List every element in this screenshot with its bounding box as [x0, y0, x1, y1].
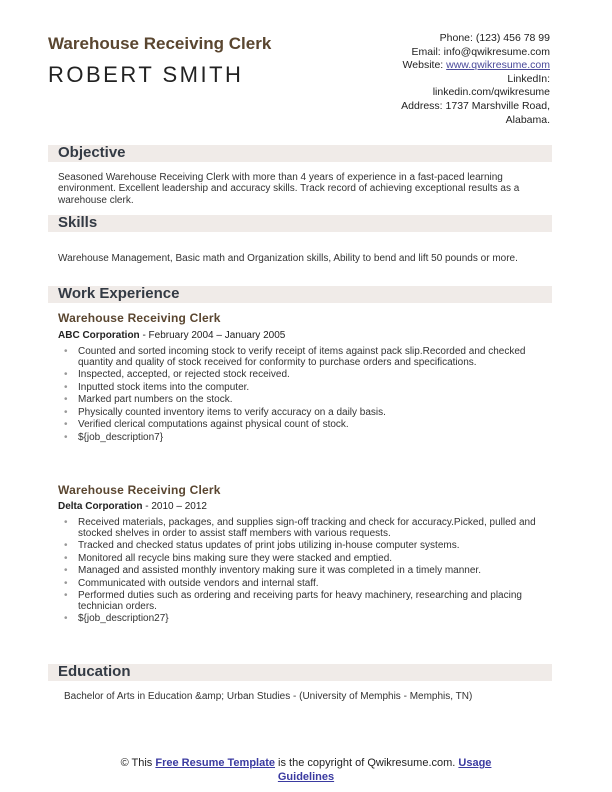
contact-linkedin-value: linkedin.com/qwikresume — [432, 86, 550, 99]
footer-prefix: © This — [120, 757, 156, 769]
skills-section-header — [48, 215, 552, 232]
email-value: info@qwikresume.com — [443, 45, 550, 58]
skills-heading: Skills — [58, 214, 98, 231]
candidate-name: ROBERT SMITH — [48, 62, 244, 87]
experience-section-header — [48, 286, 552, 303]
objective-heading: Objective — [58, 144, 126, 161]
footer-middle: is the copyright of Qwikresume.com. — [275, 757, 459, 769]
contact-block — [401, 32, 550, 127]
list-item: • Performed duties such as ordering and receiving parts for heavy machinery, researching and placing technician orders. — [64, 591, 550, 612]
job1-company-line — [58, 330, 285, 341]
contact-address-line2: Alabama. — [505, 113, 550, 126]
education-section-header — [48, 664, 552, 681]
objective-section-header — [48, 145, 552, 162]
list-item: • ${job_description27} — [64, 614, 550, 625]
skills-text: Warehouse Management, Basic math and Organization skills, Ability to bend and lift 50 pounds or more. — [58, 253, 518, 264]
resume-header — [48, 30, 564, 130]
email-label: Email: — [411, 45, 441, 58]
list-item: • Physically counted inventory items to verify accuracy on a daily basis. — [64, 408, 550, 419]
phone-value: (123) 456 78 99 — [475, 32, 550, 44]
contact-email — [401, 46, 550, 60]
list-item: • Marked part numbers on the stock. — [64, 395, 550, 406]
phone-label: Phone: — [439, 32, 473, 44]
list-item: • Verified clerical computations against physical count of stock. — [64, 420, 550, 431]
list-item: • Managed and assisted monthly inventory making sure it was completed in a timely manner. — [64, 566, 550, 577]
experience-heading: Work Experience — [58, 285, 180, 302]
website-label: Website: — [402, 59, 444, 72]
list-item: • Inputted stock items into the computer. — [64, 383, 550, 394]
job2-title: Warehouse Receiving Clerk — [58, 483, 221, 497]
list-item: • Counted and sorted incoming stock to verify receipt of items against pack slip.Recorded and checked quantity and quality of stock received for conformity to purchase orders and specifications. — [64, 347, 550, 368]
guidelines-link[interactable]: Guidelines — [277, 771, 335, 783]
copyright-footer — [80, 756, 532, 784]
website-link[interactable]: www.qwikresume.com — [446, 59, 550, 72]
usage-link[interactable]: Usage — [458, 757, 492, 769]
job1-dates: - February 2004 – January 2005 — [139, 330, 286, 341]
list-item: • Inspected, accepted, or rejected stock received. — [64, 370, 550, 381]
job2-company: Delta Corporation — [58, 501, 143, 512]
list-item: • Tracked and checked status updates of print jobs utilizing in-house computer systems. — [64, 541, 550, 552]
job2-bullet-list — [64, 518, 550, 627]
contact-linkedin-label: LinkedIn: — [507, 72, 550, 85]
address-line1: 1737 Marshville Road, — [445, 99, 550, 112]
education-heading: Education — [58, 663, 131, 680]
objective-text: Seasoned Warehouse Receiving Clerk with more than 4 years of experience in a fast-paced learning environment. Excellent leadership and accuracy skills. Track record of achieving exceptional results as a warehouse clerk. — [58, 172, 520, 206]
contact-phone — [401, 32, 550, 46]
job2-dates: - 2010 – 2012 — [142, 501, 207, 512]
free-resume-template-link[interactable]: Free Resume Template — [155, 757, 275, 769]
list-item: • Monitored all recycle bins making sure they were stacked and emptied. — [64, 554, 550, 565]
job1-bullet-list — [64, 347, 550, 445]
list-item: • Received materials, packages, and supplies sign-off tracking and check for accuracy.Picked, pulled and stocked shelves in order to assist staff members with various requests. — [64, 518, 550, 539]
education-text: Bachelor of Arts in Education &amp; Urban Studies - (University of Memphis - Memphis, TN) — [64, 691, 473, 702]
address-label: Address: — [401, 99, 443, 112]
contact-website — [401, 59, 550, 73]
list-item: • ${job_description7} — [64, 433, 550, 444]
job2-company-line — [58, 501, 207, 512]
job1-title: Warehouse Receiving Clerk — [58, 311, 221, 325]
job1-company: ABC Corporation — [58, 330, 140, 341]
job-title: Warehouse Receiving Clerk — [48, 34, 272, 53]
contact-address — [401, 100, 550, 114]
list-item: • Communicated with outside vendors and internal staff. — [64, 579, 550, 590]
